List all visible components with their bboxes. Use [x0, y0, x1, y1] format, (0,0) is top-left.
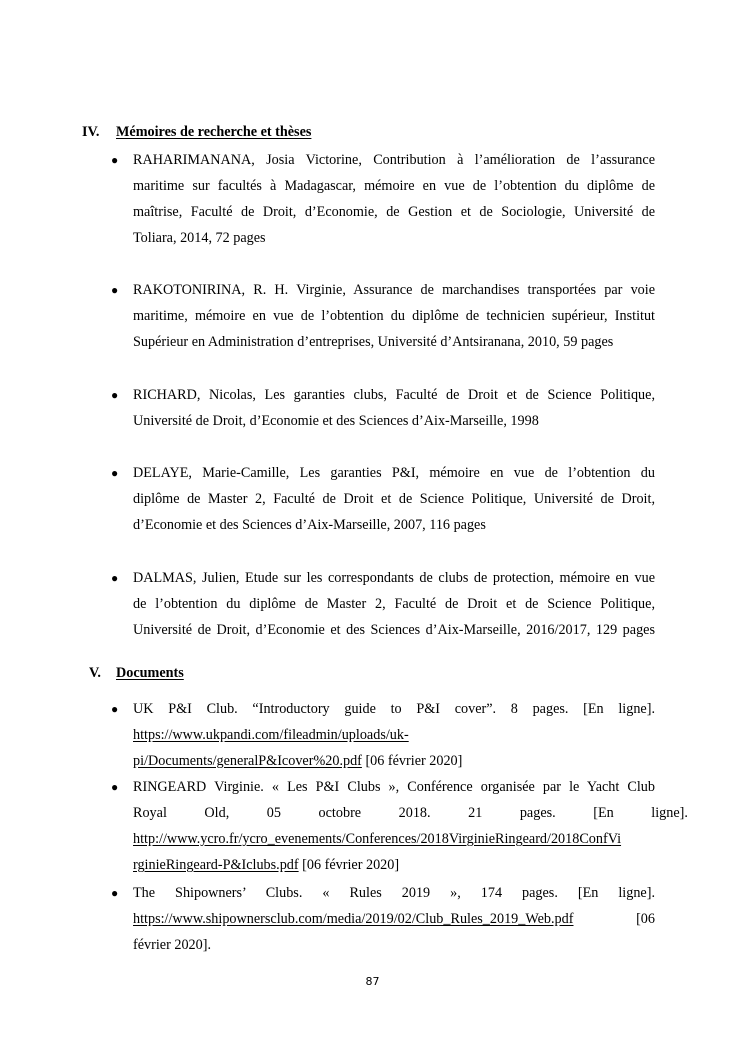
- section-number: IV.: [82, 124, 100, 140]
- list-item: [111, 460, 655, 538]
- page-number: 87: [365, 975, 380, 988]
- item-line: maîtrise, Faculté de Droit, d’Economie, de Gestion et de Sociologie, Université de: [133, 204, 655, 220]
- bullet-icon: ●: [111, 283, 119, 297]
- section-heading-v: [89, 665, 184, 682]
- access-date: [06 février 2020]: [298, 857, 400, 873]
- item-line: février 2020].: [133, 937, 211, 953]
- document-link[interactable]: https://www.shipownersclub.com/media/2019/02/Club_Rules_2019_Web.pdf: [133, 911, 574, 927]
- item-line: DALMAS, Julien, Etude sur les correspondants de clubs de protection, mémoire en vue: [133, 570, 655, 586]
- item-line: Université de Droit, d’Economie et des Sciences d’Aix-Marseille, 1998: [133, 413, 539, 429]
- item-line: maritime sur facultés à Madagascar, mémoire en vue de l’obtention du diplôme de: [133, 178, 655, 194]
- item-line: DELAYE, Marie-Camille, Les garanties P&I, mémoire en vue de l’obtention du: [133, 465, 655, 481]
- bullet-icon: ●: [111, 388, 119, 402]
- bullet-icon: ●: [111, 466, 119, 480]
- list-item: [111, 147, 655, 251]
- document-link[interactable]: https://www.ukpandi.com/fileadmin/uploads/uk-: [133, 727, 409, 743]
- document-link[interactable]: pi/Documents/generalP&Icover%20.pdf: [133, 753, 362, 769]
- access-date: [06: [636, 911, 655, 927]
- item-line: UK P&I Club. “Introductory guide to P&I cover”. 8 pages. [En ligne].: [133, 701, 655, 717]
- list-item: [111, 277, 655, 355]
- list-item: [111, 774, 688, 878]
- bullet-icon: ●: [111, 886, 119, 900]
- section-title: Mémoires de recherche et thèses: [116, 124, 312, 140]
- bullet-icon: ●: [111, 702, 119, 716]
- list-item: [111, 880, 655, 958]
- item-line: Toliara, 2014, 72 pages: [133, 230, 266, 246]
- list-item: [111, 696, 655, 774]
- item-line: RAHARIMANANA, Josia Victorine, Contribution à l’amélioration de l’assurance: [133, 152, 655, 168]
- item-line: maritime, mémoire en vue de l’obtention du diplôme de technicien supérieur, Institut: [133, 308, 655, 324]
- list-item: [111, 382, 655, 434]
- section-title: Documents: [116, 665, 184, 681]
- item-line: RAKOTONIRINA, R. H. Virginie, Assurance de marchandises transportées par voie: [133, 282, 655, 298]
- item-line: Université de Droit, d’Economie et des Sciences d’Aix-Marseille, 2016/2017, 129 pages: [133, 622, 655, 638]
- item-line: diplôme de Master 2, Faculté de Droit et de Science Politique, Université de Droit,: [133, 491, 655, 507]
- item-line: d’Economie et des Sciences d’Aix-Marseille, 2007, 116 pages: [133, 517, 486, 533]
- list-item: [111, 565, 655, 643]
- item-line: The Shipowners’ Clubs. « Rules 2019 », 174 pages. [En ligne].: [133, 885, 655, 901]
- section-heading-iv: [82, 124, 311, 141]
- item-line: RICHARD, Nicolas, Les garanties clubs, Faculté de Droit et de Science Politique,: [133, 387, 655, 403]
- access-date: [06 février 2020]: [361, 753, 463, 769]
- item-line: Royal Old, 05 octobre 2018. 21 pages. [En ligne].: [133, 805, 688, 821]
- document-link[interactable]: http://www.ycro.fr/ycro_evenements/Conferences/2018VirginieRingeard/2018ConfVi: [133, 831, 622, 847]
- section-number: V.: [89, 665, 101, 681]
- bullet-icon: ●: [111, 571, 119, 585]
- bullet-icon: ●: [111, 153, 119, 167]
- document-link[interactable]: rginieRingeard-P&Iclubs.pdf: [133, 857, 299, 873]
- item-line: RINGEARD Virginie. « Les P&I Clubs », Conférence organisée par le Yacht Club: [133, 779, 655, 795]
- bullet-icon: ●: [111, 780, 119, 794]
- item-line: Supérieur en Administration d’entreprises, Université d’Antsiranana, 2010, 59 pages: [133, 334, 614, 350]
- item-line: de l’obtention du diplôme de Master 2, Faculté de Droit et de Science Politique,: [133, 596, 655, 612]
